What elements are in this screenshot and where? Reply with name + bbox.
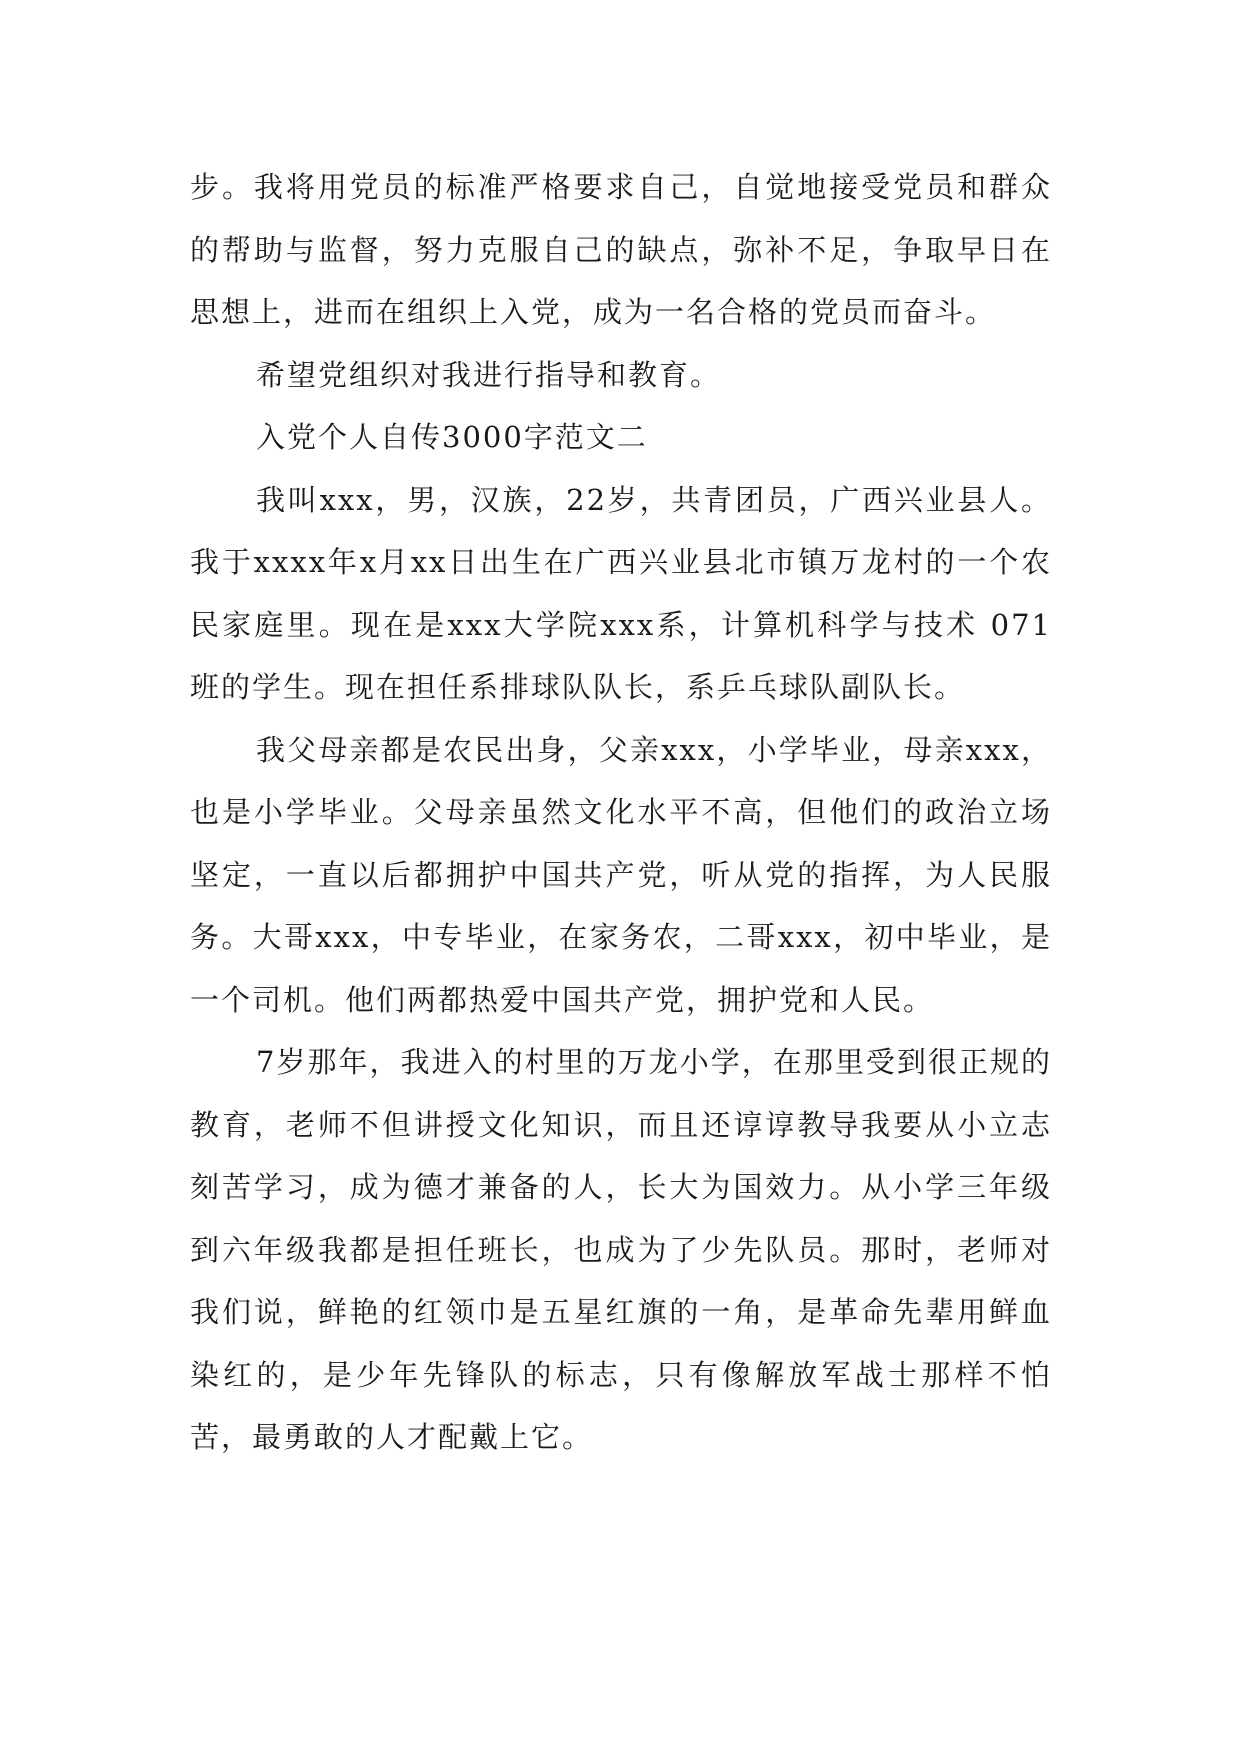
section-heading: 入党个人自传3000字范文二	[256, 420, 648, 454]
paragraph-5: 7岁那年，我进入的村里的万龙小学，在那里受到很正规的教育，老师不但讲授文化知识，而且还谆谆教导我要从小立志刻苦学习，成为德才兼备的人，长大为国效力。从小学三年级到六年级我都是担任班长，也成为了少先队员。那时，老师对我们说，鲜艳的红领巾是五星红旗的一角，是革命先辈用鲜血染红的，是少年先锋队的标志，只有像解放军战士那样不怕苦，最勇敢的人才配戴上它。	[190, 1045, 1052, 1454]
paragraph-3: 我叫xxx，男，汉族，22岁，共青团员，广西兴业县人。我于xxxx年x月xx日出生在广西兴业县北市镇万龙村的一个农民家庭里。现在是xxx大学院xxx系，计算机科学与技术 071班的学生。现在担任系排球队队长，系乒乓球队副队长。	[190, 482, 1052, 704]
paragraph-1: 步。我将用党员的标准严格要求自己，自觉地接受党员和群众的帮助与监督，努力克服自己的缺点，弥补不足，争取早日在思想上，进而在组织上入党，成为一名合格的党员而奋斗。	[190, 170, 1052, 329]
document-body	[190, 156, 1052, 1469]
paragraph-2: 希望党组织对我进行指导和教育。	[256, 357, 722, 392]
paragraph-4: 我父母亲都是农民出身，父亲xxx，小学毕业，母亲xxx，也是小学毕业。父母亲虽然文化水平不高，但他们的政治立场坚定，一直以后都拥护中国共产党，听从党的指挥，为人民服务。大哥xxx，中专毕业，在家务农，二哥xxx，初中毕业，是一个司机。他们两都热爱中国共产党，拥护党和人民。	[190, 732, 1052, 1017]
